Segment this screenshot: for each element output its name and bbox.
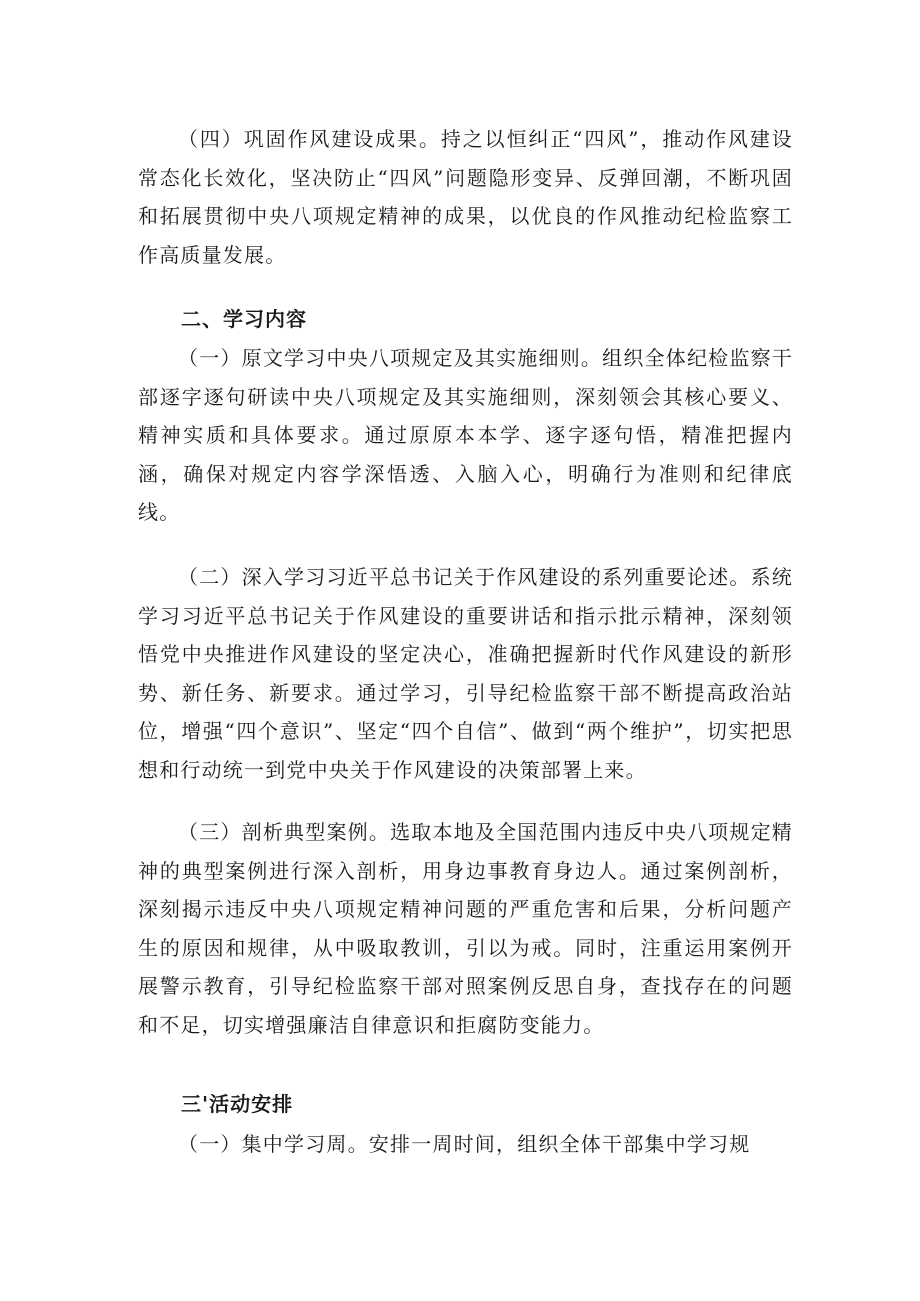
paragraph-consolidate-style: （四）巩固作风建设成果。持之以恒纠正“四风”，推动作风建设常态化长效化，坚决防止“四风”问题隐形变异、反弹回潮，不断巩固和拓展贯彻中央八项规定精神的成果，以优良的作风推动纪检监察工作高质量发展。 bbox=[138, 127, 793, 267]
paragraph-study-regulations: （一）原文学习中央八项规定及其实施细则。组织全体纪检监察干部逐字逐句研读中央八项规定及其实施细则，深刻领会其核心要义、精神实质和具体要求。通过原原本本学、逐字逐句悟，精准把握内涵，确保对规定内容学深悟透、入脑入心，明确行为准则和纪律底线。 bbox=[138, 346, 793, 525]
section-heading-study-content: 二、学习内容 bbox=[181, 307, 307, 331]
paragraph-study-discourses: （二）深入学习习近平总书记关于作风建设的系列重要论述。系统学习习近平总书记关于作风建设的重要讲话和指示批示精神，深刻领悟党中央推进作风建设的坚定决心，准确把握新时代作风建设的新形势、新任务、新要求。通过学习，引导纪检监察干部不断提高政治站位，增强“四个意识”、坚定“四个自信”、做到“两个维护”，切实把思想和行动统一到党中央关于作风建设的决策部署上来。 bbox=[138, 565, 793, 782]
paragraph-case-analysis: （三）剖析典型案例。选取本地及全国范围内违反中央八项规定精神的典型案例进行深入剖析，用身边事教育身边人。通过案例剖析，深刻揭示违反中央八项规定精神问题的严重危害和后果，分析问题产生的原因和规律，从中吸取教训，引以为戒。同时，注重运用案例开展警示教育，引导纪检监察干部对照案例反思自身，查找存在的问题和不足，切实增强廉洁自律意识和拒腐防变能力。 bbox=[138, 820, 793, 1037]
paragraph-study-week: （一）集中学习周。安排一周时间，组织全体干部集中学习规 bbox=[178, 1132, 751, 1156]
section-heading-activity-arrangement: 三'活动安排 bbox=[181, 1092, 294, 1116]
